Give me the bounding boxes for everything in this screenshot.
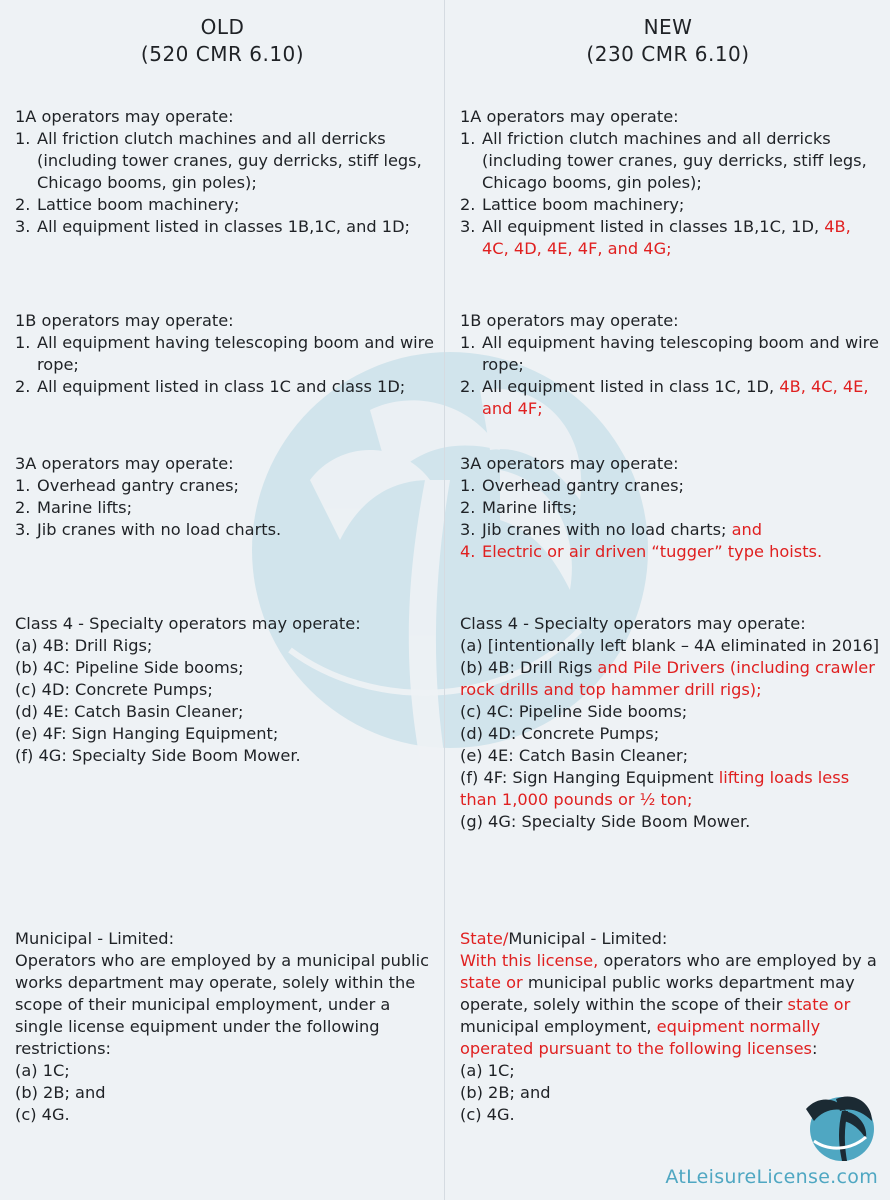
new-section-1a xyxy=(460,106,880,260)
list-item: (c) 4C: Pipeline Side booms; xyxy=(460,702,688,721)
section-heading: 1A operators may operate: xyxy=(15,107,234,126)
list-item: (b) 4C: Pipeline Side booms; xyxy=(15,658,244,677)
old-section-municipal xyxy=(15,928,434,1126)
list-item: (a) 4B: Drill Rigs; xyxy=(15,636,153,655)
list-item: (e) 4F: Sign Hanging Equipment; xyxy=(15,724,279,743)
old-column-header xyxy=(15,14,430,68)
list-item: 3. Jib cranes with no load charts; and xyxy=(460,520,763,539)
list-item: 2. All equipment listed in class 1C and class 1D; xyxy=(15,377,406,396)
section-heading: 1B operators may operate: xyxy=(15,311,234,330)
list-item: 2. Marine lifts; xyxy=(460,498,578,517)
list-item: 1. All equipment having telescoping boom and wire rope; xyxy=(460,333,879,374)
section-heading: Class 4 - Specialty operators may operate: xyxy=(15,614,361,633)
site-url: AtLeisureLicense.com xyxy=(665,1166,878,1188)
list-item: (d) 4E: Catch Basin Cleaner; xyxy=(15,702,244,721)
list-item: 2. Lattice boom machinery; xyxy=(15,195,240,214)
list-item: (a) 1C; xyxy=(460,1061,515,1080)
new-section-class4 xyxy=(460,613,880,833)
added-text: 4B, 4C, 4D, 4E, 4F, and 4G; xyxy=(482,217,851,258)
old-section-3a xyxy=(15,453,434,541)
section-body: Operators who are employed by a municipal public works department may operate, solely within the scope of their municipal employment, under a single license equipment under the following restrictions: xyxy=(15,951,430,1058)
list-item: (c) 4D: Concrete Pumps; xyxy=(15,680,213,699)
old-section-1a xyxy=(15,106,434,238)
list-item: (a) [intentionally left blank – 4A eliminated in 2016] xyxy=(460,636,880,655)
added-text: lifting loads less than 1,000 pounds or ½ ton; xyxy=(460,768,850,809)
list-item: (b) 2B; and xyxy=(460,1083,551,1102)
list-item: (e) 4E: Catch Basin Cleaner; xyxy=(460,746,689,765)
list-item: (f) 4G: Specialty Side Boom Mower. xyxy=(15,746,301,765)
added-text: 4B, 4C, 4E, and 4F; xyxy=(482,377,869,418)
list-item: 3. All equipment listed in classes 1B,1C, and 1D; xyxy=(15,217,411,236)
section-heading: State/Municipal - Limited: xyxy=(460,929,668,948)
list-item: 1. All friction clutch machines and all derricks (including tower cranes, guy derricks, stiff legs, Chicago booms, gin poles); xyxy=(15,129,422,192)
added-text: and xyxy=(731,520,763,539)
section-heading: 1A operators may operate: xyxy=(460,107,679,126)
section-heading: 3A operators may operate: xyxy=(460,454,679,473)
section-body: With this license, operators who are employed by a state or municipal public works department may operate, solely within the scope of their state or municipal employment, equipment normally operated pursuant to the following licenses: xyxy=(460,951,877,1058)
old-title: OLD xyxy=(200,15,245,39)
new-title: NEW xyxy=(643,15,693,39)
list-item: (c) 4G. xyxy=(460,1105,515,1124)
list-item: 1. All friction clutch machines and all derricks (including tower cranes, guy derricks, stiff legs, Chicago booms, gin poles); xyxy=(460,129,867,192)
section-heading: 1B operators may operate: xyxy=(460,311,679,330)
new-column-header xyxy=(460,14,876,68)
list-item: (d) 4D: Concrete Pumps; xyxy=(460,724,660,743)
old-regulation: (520 CMR 6.10) xyxy=(140,42,305,66)
list-item: 1. Overhead gantry cranes; xyxy=(460,476,684,495)
added-text: and Pile Drivers (including crawler rock drills and top hammer drill rigs); xyxy=(460,658,875,699)
old-section-class4 xyxy=(15,613,434,767)
list-item: (c) 4G. xyxy=(15,1105,70,1124)
new-section-3a xyxy=(460,453,880,563)
list-item: 1. Overhead gantry cranes; xyxy=(15,476,239,495)
list-item: (f) 4F: Sign Hanging Equipment lifting loads less than 1,000 pounds or ½ ton; xyxy=(460,768,850,809)
list-item: (b) 2B; and xyxy=(15,1083,106,1102)
list-item: (g) 4G: Specialty Side Boom Mower. xyxy=(460,812,751,831)
palm-tree-logo-icon xyxy=(792,1085,884,1165)
list-item: (a) 1C; xyxy=(15,1061,70,1080)
section-heading: Municipal - Limited: xyxy=(15,929,175,948)
new-section-1b xyxy=(460,310,880,420)
list-item: 3. All equipment listed in classes 1B,1C, 1D, 4B, 4C, 4D, 4E, 4F, and 4G; xyxy=(460,217,851,258)
list-item: 3. Jib cranes with no load charts. xyxy=(15,520,282,539)
list-item: 4. Electric or air driven “tugger” type hoists. xyxy=(460,542,823,561)
list-item: (b) 4B: Drill Rigs and Pile Drivers (including crawler rock drills and top hammer drill rigs); xyxy=(460,658,875,699)
new-regulation: (230 CMR 6.10) xyxy=(586,42,750,66)
list-item: 2. Marine lifts; xyxy=(15,498,133,517)
section-heading: 3A operators may operate: xyxy=(15,454,234,473)
section-heading: Class 4 - Specialty operators may operate: xyxy=(460,614,806,633)
list-item: 2. All equipment listed in class 1C, 1D, 4B, 4C, 4E, and 4F; xyxy=(460,377,869,418)
list-item: 1. All equipment having telescoping boom and wire rope; xyxy=(15,333,434,374)
new-column xyxy=(445,0,890,1200)
list-item: 2. Lattice boom machinery; xyxy=(460,195,685,214)
old-section-1b xyxy=(15,310,434,398)
